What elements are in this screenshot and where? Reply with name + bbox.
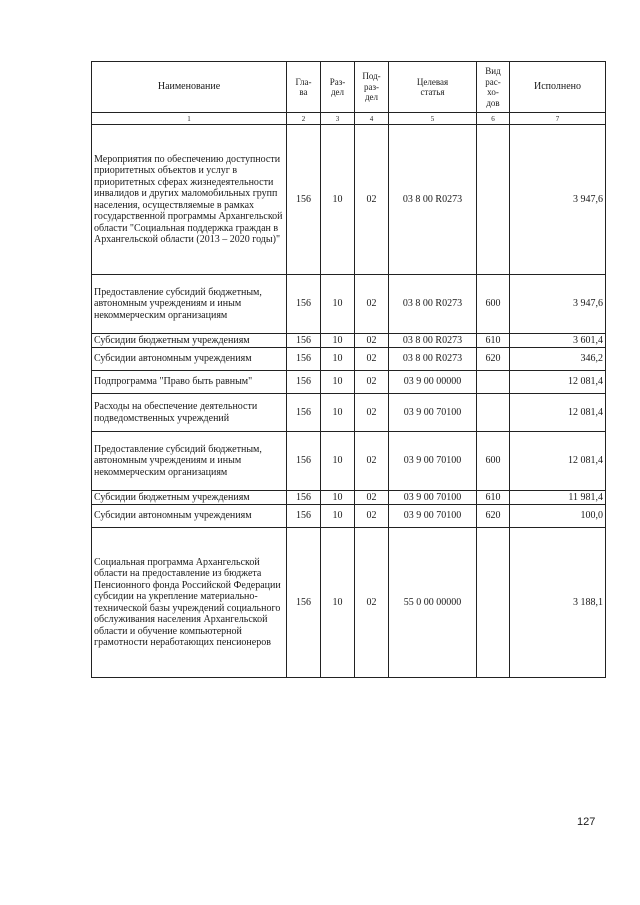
table-row [92, 125, 606, 275]
row-expense-type [477, 394, 510, 432]
header-executed: Исполнено [510, 62, 606, 113]
row-section: 10 [321, 528, 355, 678]
row-expense-type: 600 [477, 275, 510, 334]
row-name: Социальная программа Архангельской области на предоставление из бюджета Пенсионного фонда Российской Федерации субсидии на укрепление материально-технической базы учреждений социального обслуживания населения Архангельской области и обучение компьютерной грамотности неработающих пенсионеров [92, 528, 287, 678]
row-section: 10 [321, 334, 355, 348]
row-section: 10 [321, 394, 355, 432]
row-subsection: 02 [355, 334, 389, 348]
row-target: 03 8 00 R0273 [389, 348, 477, 371]
header-chapter: Гла- ва [287, 62, 321, 113]
row-target: 03 9 00 70100 [389, 394, 477, 432]
row-subsection: 02 [355, 432, 389, 491]
row-executed: 12 081,4 [510, 394, 606, 432]
column-number: 2 [287, 113, 321, 125]
row-chapter: 156 [287, 125, 321, 275]
row-chapter: 156 [287, 371, 321, 394]
row-executed: 3 188,1 [510, 528, 606, 678]
row-expense-type [477, 371, 510, 394]
row-chapter: 156 [287, 491, 321, 505]
row-expense-type: 600 [477, 432, 510, 491]
row-name: Мероприятия по обеспечению доступности приоритетных объектов и услуг в приоритетных сферах жизнедеятельности инвалидов и других маломобильных групп населения, осуществляемые в рамках государственной программы Архангельской области "Социальная поддержка граждан в Архангельской области (2013 – 2020 годы)" [92, 125, 287, 275]
column-number: 6 [477, 113, 510, 125]
table-row [92, 491, 606, 505]
header-section: Раз- дел [321, 62, 355, 113]
row-executed: 3 947,6 [510, 275, 606, 334]
row-subsection: 02 [355, 125, 389, 275]
row-section: 10 [321, 348, 355, 371]
row-executed: 11 981,4 [510, 491, 606, 505]
row-subsection: 02 [355, 348, 389, 371]
column-number: 3 [321, 113, 355, 125]
row-expense-type: 610 [477, 491, 510, 505]
header-target: Целевая статья [389, 62, 477, 113]
row-name: Подпрограмма "Право быть равным" [92, 371, 287, 394]
row-name: Расходы на обеспечение деятельности подведомственных учреждений [92, 394, 287, 432]
row-section: 10 [321, 125, 355, 275]
table-header-row [92, 62, 606, 113]
row-subsection: 02 [355, 371, 389, 394]
page-number: 127 [577, 816, 596, 828]
row-expense-type: 620 [477, 348, 510, 371]
row-target: 55 0 00 00000 [389, 528, 477, 678]
column-number-row [92, 113, 606, 125]
row-chapter: 156 [287, 275, 321, 334]
row-executed: 12 081,4 [510, 371, 606, 394]
table-body [92, 125, 606, 678]
row-section: 10 [321, 491, 355, 505]
row-executed: 100,0 [510, 505, 606, 528]
row-name: Субсидии бюджетным учреждениям [92, 334, 287, 348]
row-target: 03 9 00 70100 [389, 505, 477, 528]
row-chapter: 156 [287, 432, 321, 491]
row-section: 10 [321, 505, 355, 528]
row-name: Субсидии автономным учреждениям [92, 348, 287, 371]
table-row [92, 505, 606, 528]
table-row [92, 432, 606, 491]
row-chapter: 156 [287, 394, 321, 432]
row-subsection: 02 [355, 394, 389, 432]
budget-table [91, 61, 606, 678]
row-chapter: 156 [287, 334, 321, 348]
row-name: Предоставление субсидий бюджетным, автономным учреждениям и иным некоммерческим организациям [92, 275, 287, 334]
row-subsection: 02 [355, 528, 389, 678]
row-chapter: 156 [287, 528, 321, 678]
row-subsection: 02 [355, 491, 389, 505]
row-executed: 3 601,4 [510, 334, 606, 348]
table-row [92, 275, 606, 334]
table-row [92, 394, 606, 432]
row-subsection: 02 [355, 505, 389, 528]
column-number: 5 [389, 113, 477, 125]
column-number: 7 [510, 113, 606, 125]
header-name: Наименование [92, 62, 287, 113]
row-target: 03 9 00 00000 [389, 371, 477, 394]
row-executed: 12 081,4 [510, 432, 606, 491]
header-expense-type: Вид рас- хо- дов [477, 62, 510, 113]
row-name: Предоставление субсидий бюджетным, автономным учреждениям и иным некоммерческим организациям [92, 432, 287, 491]
row-executed: 346,2 [510, 348, 606, 371]
row-target: 03 9 00 70100 [389, 491, 477, 505]
row-section: 10 [321, 371, 355, 394]
table-row [92, 334, 606, 348]
row-chapter: 156 [287, 505, 321, 528]
row-name: Субсидии бюджетным учреждениям [92, 491, 287, 505]
row-target: 03 8 00 R0273 [389, 334, 477, 348]
row-expense-type: 610 [477, 334, 510, 348]
row-expense-type [477, 528, 510, 678]
header-subsection: Под- раз- дел [355, 62, 389, 113]
row-chapter: 156 [287, 348, 321, 371]
row-expense-type [477, 125, 510, 275]
column-number: 4 [355, 113, 389, 125]
row-expense-type: 620 [477, 505, 510, 528]
row-target: 03 8 00 R0273 [389, 275, 477, 334]
row-section: 10 [321, 432, 355, 491]
row-name: Субсидии автономным учреждениям [92, 505, 287, 528]
table-row [92, 528, 606, 678]
row-target: 03 8 00 R0273 [389, 125, 477, 275]
row-subsection: 02 [355, 275, 389, 334]
row-section: 10 [321, 275, 355, 334]
table-row [92, 348, 606, 371]
row-executed: 3 947,6 [510, 125, 606, 275]
column-number: 1 [92, 113, 287, 125]
table-row [92, 371, 606, 394]
row-target: 03 9 00 70100 [389, 432, 477, 491]
